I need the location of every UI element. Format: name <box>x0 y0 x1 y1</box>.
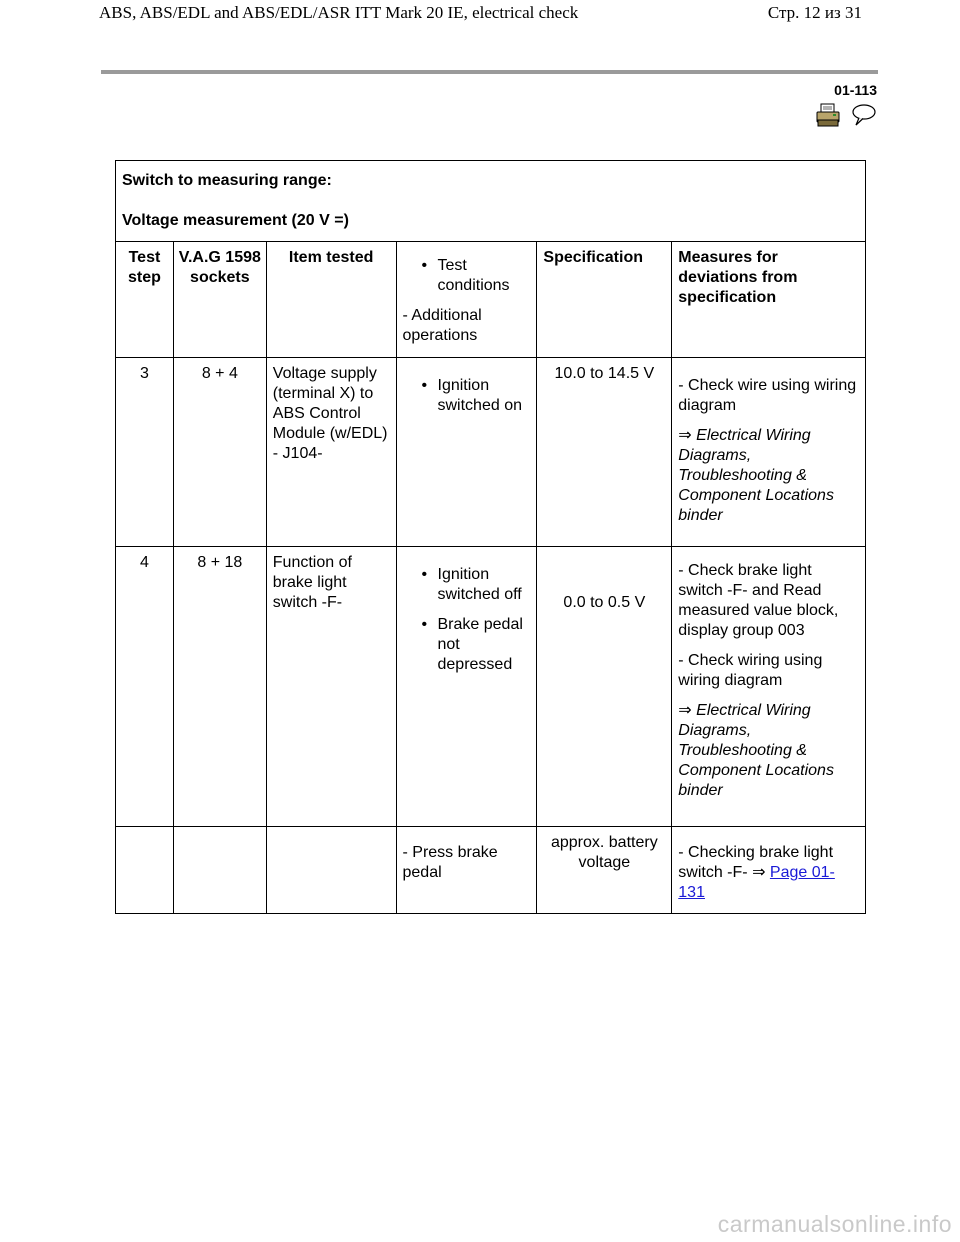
row-sockets: 8 + 18 <box>173 547 266 827</box>
comment-bubble-icon[interactable] <box>851 103 877 127</box>
row-sockets <box>173 827 266 914</box>
page-indicator: Стр. 12 из 31 <box>767 3 862 22</box>
measure-text: - Check wiring using wiring diagram <box>678 652 823 689</box>
wiring-diagram-reference[interactable] <box>678 701 859 801</box>
arrow-icon: ⇒ <box>678 427 692 444</box>
page-number: 01-113 <box>834 82 877 98</box>
xref-text: Electrical Wiring Diagrams, Troubleshooting & Component Locations binder <box>678 427 834 524</box>
measurement-table <box>115 160 866 914</box>
measure-text: - Checking brake light switch -F- <box>678 844 834 881</box>
row-step: 3 <box>116 358 174 547</box>
condition-item: • Ignition switched on <box>438 376 531 416</box>
header-additional-ops: - Additional operations <box>402 307 482 344</box>
table-row <box>116 827 866 914</box>
header-item-tested: Item tested <box>266 242 396 358</box>
table-header-row <box>116 242 866 358</box>
header-test-step: Test step <box>116 242 174 358</box>
document-title: ABS, ABS/EDL and ABS/EDL/ASR ITT Mark 20 IE, electrical check <box>99 3 579 22</box>
row-item <box>266 827 396 914</box>
row-measures <box>672 827 866 914</box>
condition-item: • Ignition switched off <box>438 565 531 605</box>
printer-icon[interactable] <box>815 103 841 127</box>
header-conditions-bullet: • Test conditions <box>438 256 531 296</box>
header-sockets: V.A.G 1598 sockets <box>173 242 266 358</box>
header-conditions <box>396 242 537 358</box>
table-row <box>116 547 866 827</box>
header-divider <box>101 70 878 74</box>
row-spec: approx. battery voltage <box>537 827 672 914</box>
header-measures: Measures for deviations from specification <box>672 242 866 358</box>
measure-text: - Check brake light switch -F- and Read measured value block, display group 003 <box>678 562 839 639</box>
row-spec: 0.0 to 0.5 V <box>537 547 672 827</box>
row-measures <box>672 358 866 547</box>
arrow-icon: ⇒ <box>752 864 766 881</box>
condition-item: • Brake pedal not depressed <box>438 615 531 675</box>
row-measures <box>672 547 866 827</box>
row-conditions <box>396 358 537 547</box>
row-conditions <box>396 547 537 827</box>
row-item: Function of brake light switch -F- <box>266 547 396 827</box>
row-conditions: - Press brake pedal <box>396 827 537 914</box>
row-sockets: 8 + 4 <box>173 358 266 547</box>
xref-text: Electrical Wiring Diagrams, Troubleshooting & Component Locations binder <box>678 702 834 799</box>
row-step <box>116 827 174 914</box>
toolbar-icons <box>815 103 877 127</box>
wiring-diagram-reference[interactable] <box>678 426 859 526</box>
measure-text: - Check wire using wiring diagram <box>678 377 857 414</box>
range-value: Voltage measurement (20 V =) <box>122 212 349 229</box>
row-spec: 10.0 to 14.5 V <box>537 358 672 547</box>
range-label: Switch to measuring range: <box>122 172 332 189</box>
arrow-icon: ⇒ <box>678 702 692 719</box>
watermark: carmanualsonline.info <box>717 1211 952 1237</box>
table-row <box>116 358 866 547</box>
header-specification: Specification <box>537 242 672 358</box>
page-link[interactable]: Page 01-131 <box>678 864 835 901</box>
row-item: Voltage supply (terminal X) to ABS Control Module (w/EDL) - J104- <box>266 358 396 547</box>
measuring-range-cell <box>116 161 866 242</box>
row-step: 4 <box>116 547 174 827</box>
